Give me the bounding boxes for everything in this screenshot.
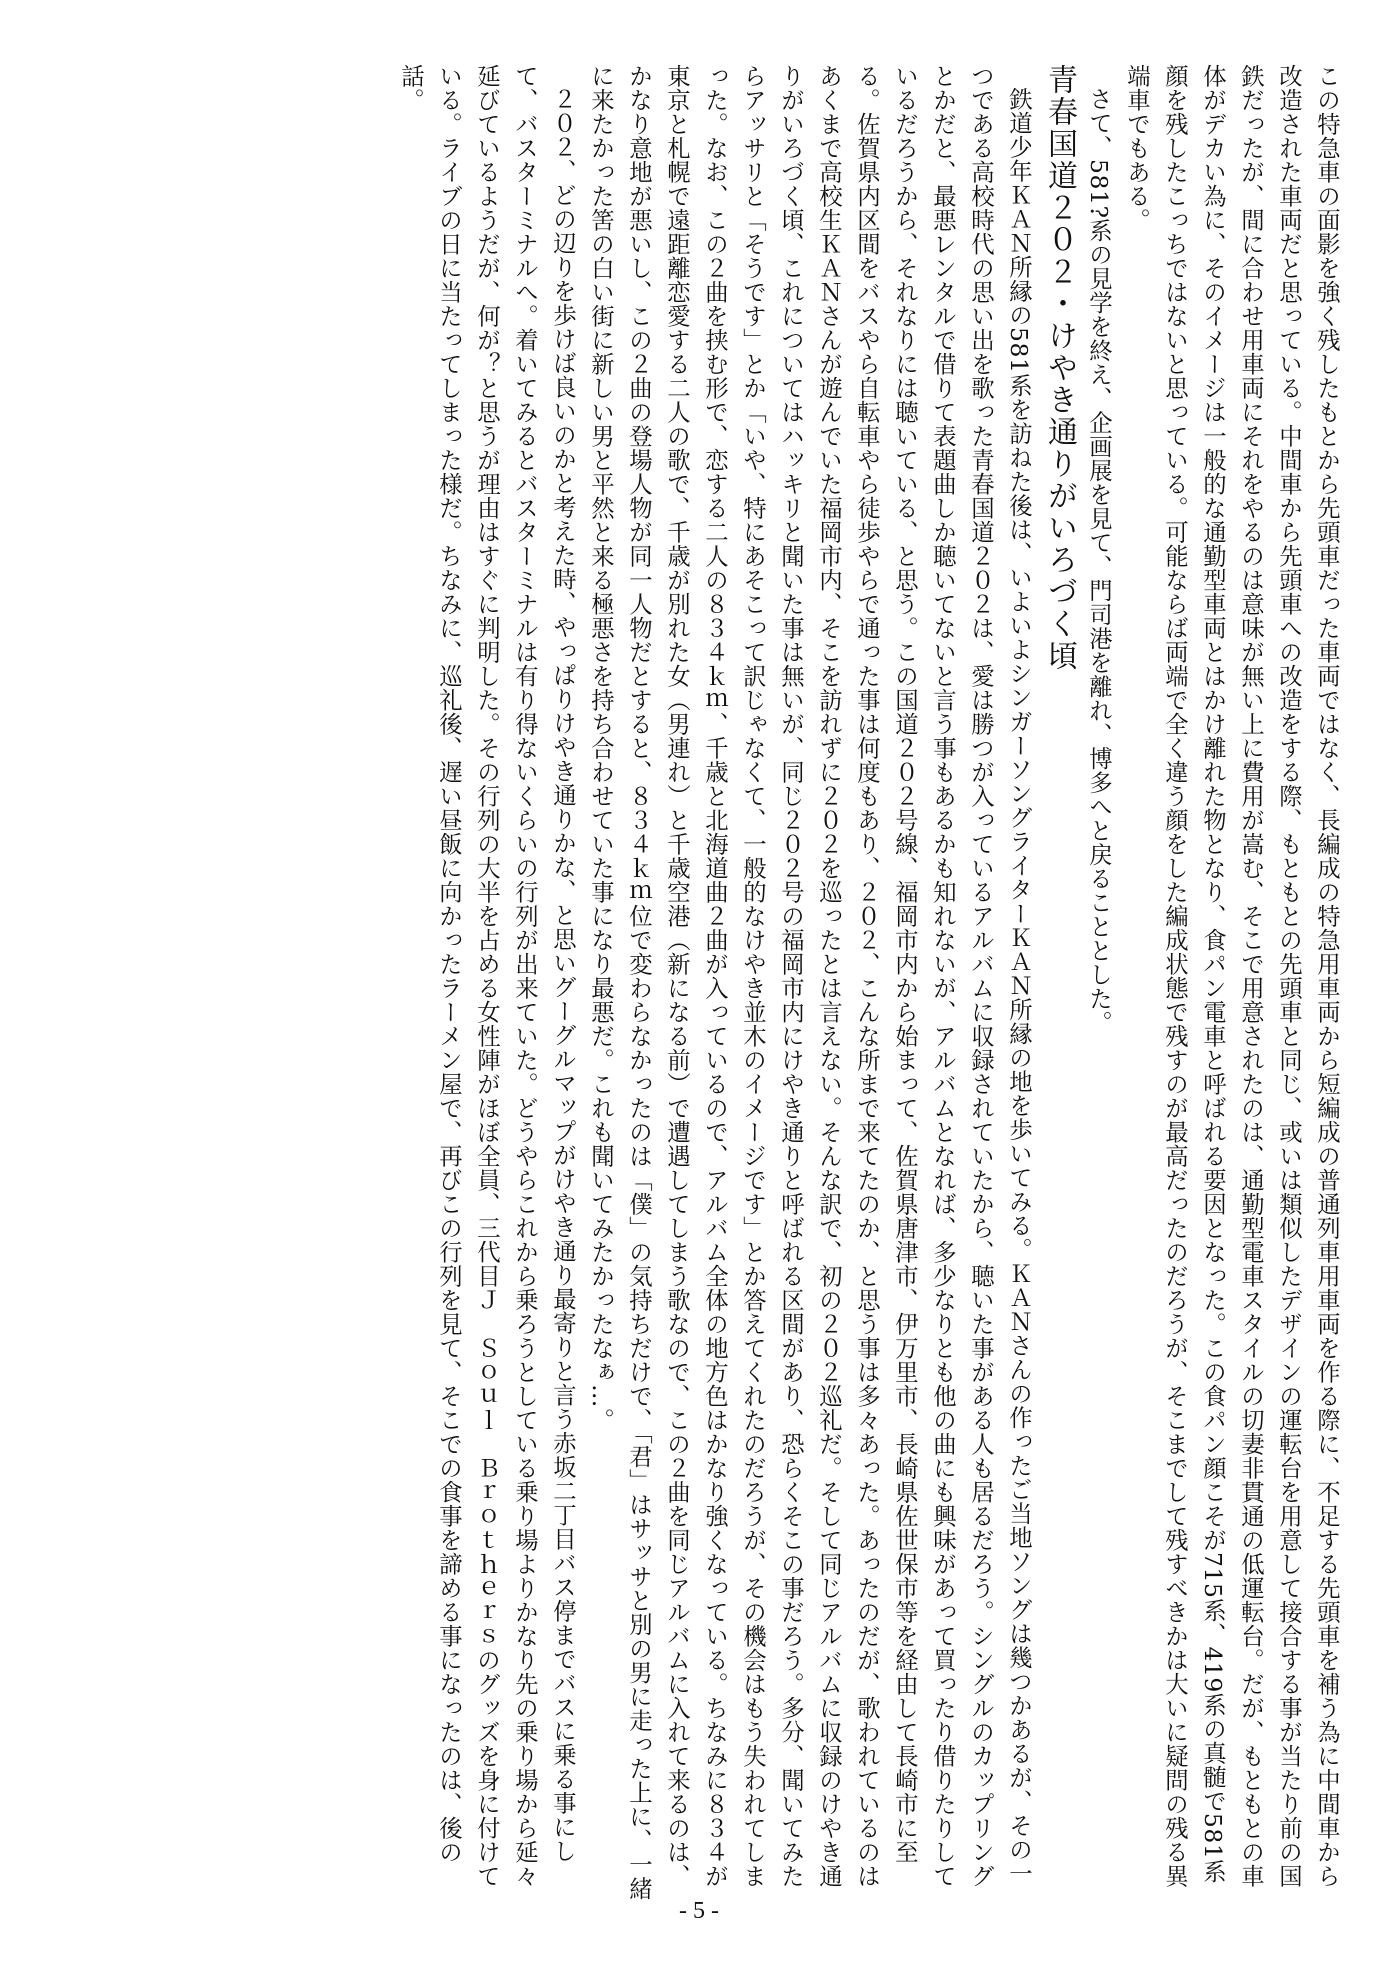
page-number: - 5 - [679, 1898, 719, 1924]
paragraph-1: この特急車の面影を強く残したもとから先頭車だった車両ではなく、長編成の特急用車両から短編成の普通列車用車両を作る際に、不足する先頭車を補う為に中間車から改造された車両だと思っている。中間車から先頭車への改造をする際、もともとの先頭車と同じ、或いは類似したデザインの運転台を用意して接合する事が当たり前の国鉄だったが、間に合わせ用車両にそれをやるのは意味が無い上に費用が嵩む、そこで用意されたのは、通勤型電車スタイルの切妻非貫通の低運転台。だが、もともとの車体がデカい為に、そのイメージは一般的な通勤型車両とはかけ離れた物となり、食パン電車と呼ばれる要因となった。この食パン顔こそが715系、419系の真髄で581系顔を残したこっちではないと思っている。可能ならば両端で全く違う顔をした編成状態で残すのが最高だったのだろうが、そこまでして残すべきかは大いに疑問の残る異端車でもある。 [1123, 64, 1341, 1888]
paragraph-3: 鉄道少年ＫＡＮ所縁の581系を訪ねた後は、いよいよシンガーソングライターＫＡＮ所縁の地を歩いてみる。ＫＡＮさんの作ったご当地ソングは幾つかあるが、その一つである高校時代の思い出を歌った青春国道２０２は、愛は勝つが入っているアルバムに収録されていたから、聴いた事がある人も居るだろう。シングルのカップリングとかだと、最悪レンタルで借りて表題曲しか聴いてないと言う事もあるかも知れないが、アルバムとなれば、多少なりとも他の曲にも興味があって買ったり借りたりしているだろうから、それなりには聴いている、と思う。この国道２０２号線、福岡市内から始まって、佐賀県唐津市、伊万里市、長崎県佐世保市等を経由して長崎市に至る。佐賀県内区間をバスやら自転車やら徒歩やらで通った事は何度もあり、２０２、こんな所まで来てたのか、と思う事は多々あった。あったのだが、歌われているのはあくまで高校生ＫＡＮさんが遊んでいた福岡市内、そこを訪れずに２０２を巡ったとは言えない。そんな訳で、初の２０２巡礼だ。そして同じアルバムに収録のけやき通りがいろづく頃、これについてはハッキリと聞いた事は無いが、同じ２０２号の福岡市内にけやき通りと呼ばれる区間があり、恐らくそこの事だろう。多分、聞いてみたらアッサリと「そうです」とか「いや、特にあそこって訳じゃなくて、一般的なけやき並木のイメージです」とか答えてくれたのだろうが、その機会はもう失われてしまった。なお、この２曲を挟む形で、恋する二人の８３４ｋｍ、千歳と北海道曲２曲が入っているので、アルバム全体の地方色はかなり強くなっている。ちなみに８３４が東京と札幌で遠距離恋愛する二人の歌で、千歳が別れた女（男連れ）と千歳空港（新になる前）で遭遇してしまう歌なので、この２曲を同じアルバムに入れて来るのは、かなり意地が悪いし、この２曲の登場人物が同一人物だとすると、８３４ｋｍ位で変わらなかったのは「僕」の気持ちだけで、「君」はサッサと別の男に走った上に、一緒に来たかった筈の白い街に新しい男と平然と来る極悪さを持ち合わせていた事になり最悪だ。これも聞いてみたかったなぁ…。 [587, 64, 1033, 1901]
section-title: 青春国道２０２・けやき通りがいろづく頃 [1042, 64, 1077, 672]
paragraph-4: ２０２、どの辺りを歩けば良いのかと考えた時、やっぱりけやき通りかな、と思いグーグルマップがけやき通り最寄りと言う赤坂二丁目バス停までバスに乗る事にして、バスターミナルへ。着いてみるとバスターミナルは有り得ないくらいの行列が出来ていた。どうやらこれから乗ろうとしている乗り場よりかなり先の乗り場から延々延びているようだが、何が？と思うが理由はすぐに判明した。その行列の大半を占める女性陣がほぼ全員、三代目Ｊ Ｓｏｕｌ Ｂｒｏｔｈｅｒｓのグッズを身に付けている。ライブの日に当たってしまった様だ。ちなみに、巡礼後、遅い昼飯に向かったラーメン屋で、再びこの行列を見て、そこでの食事を諦める事になったのは、後の話。 [397, 64, 577, 1888]
paragraph-2: さて、581?系の見学を終え、企画展を見て、門司港を離れ、博多へと戻ることとした。 [1085, 87, 1113, 1035]
vertical-body-text [46, 64, 1346, 1904]
